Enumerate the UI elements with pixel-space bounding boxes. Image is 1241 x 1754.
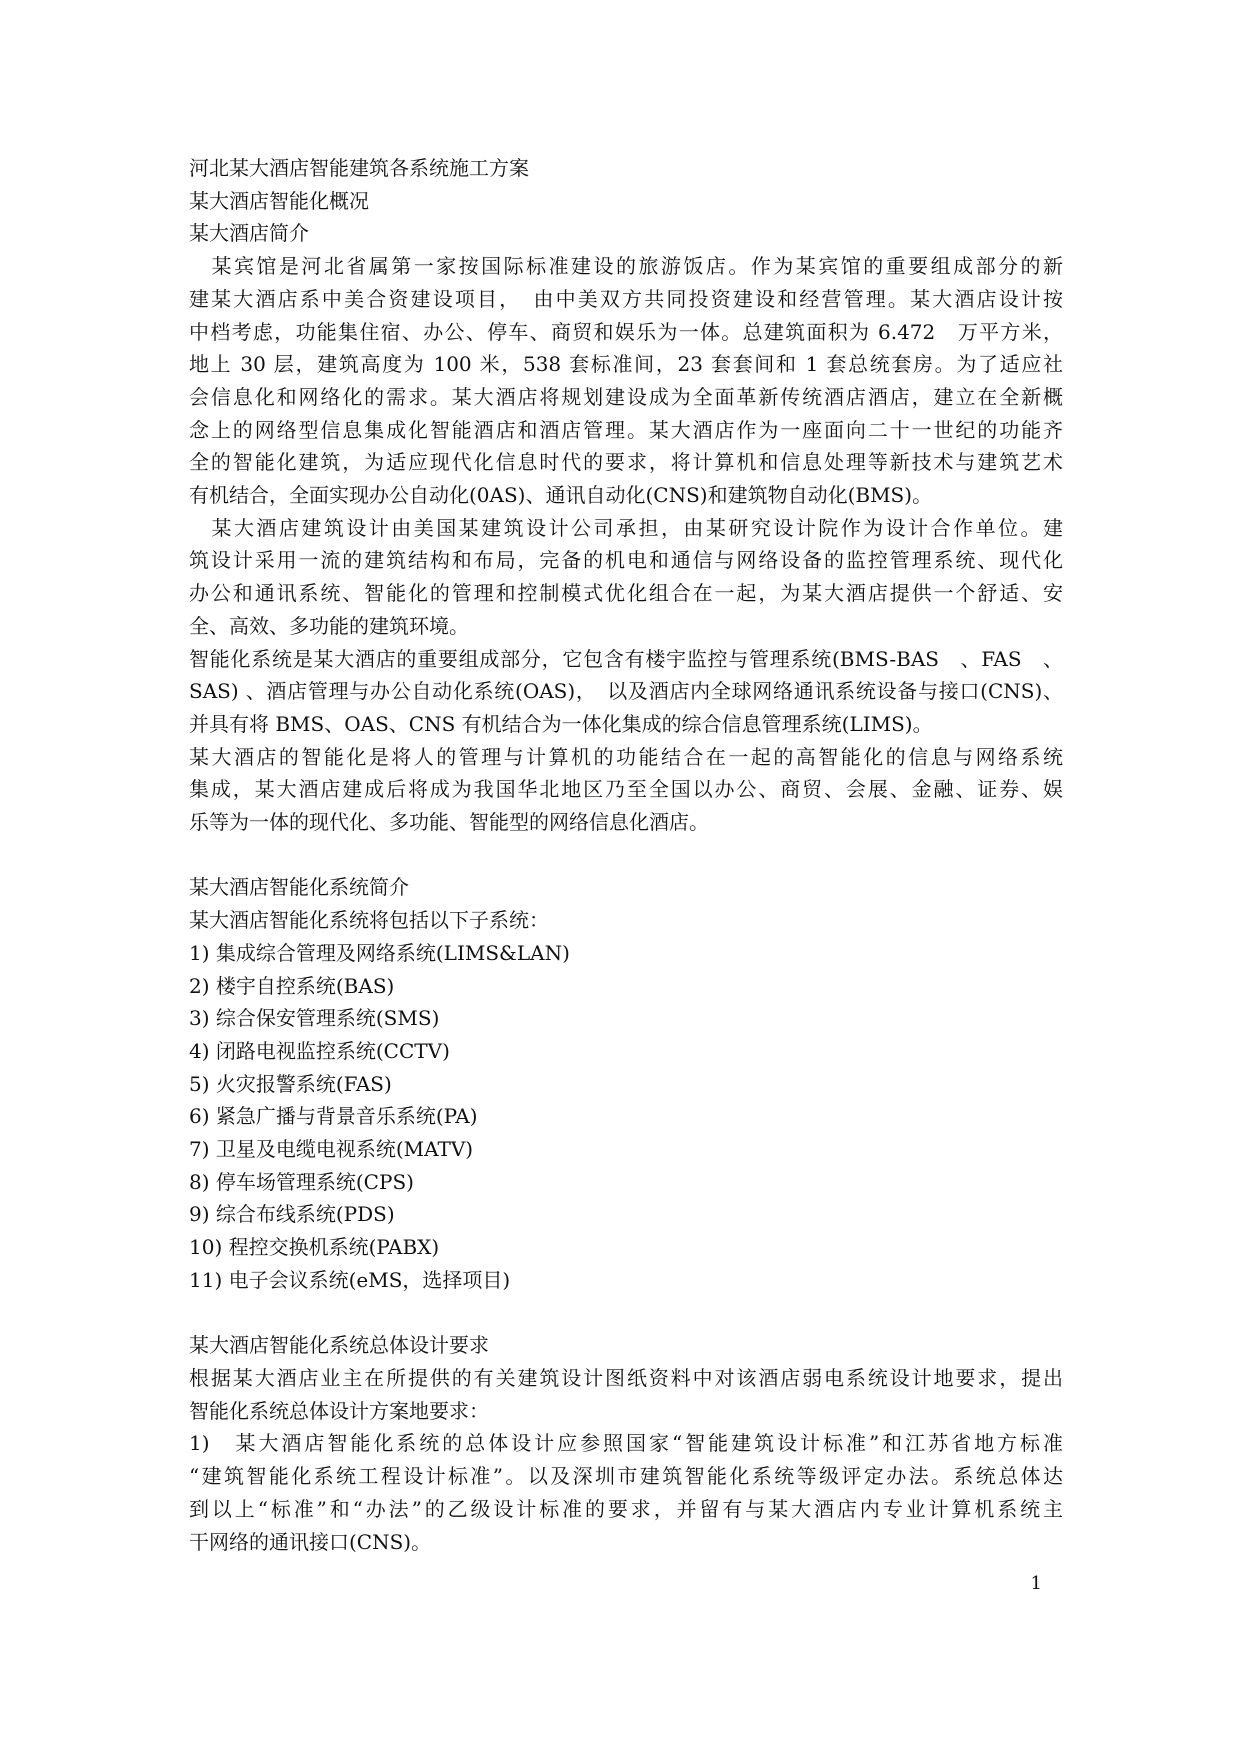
paragraph-line: 干网络的通讯接口(CNS)。 [189,1529,432,1554]
document-body [189,152,1063,1558]
section-heading-requirements: 某大酒店智能化系统总体设计要求 [189,1333,489,1358]
paragraph-line: 集成，某大酒店建成后将成为我国华北地区乃至全国以办公、商贸、会展、金融、证券、娱 [189,777,1063,802]
paragraph-line: 中档考虑，功能集住宿、办公、停车、商贸和娱乐为一体。总建筑面积为 6.472 万平方米， [189,319,1063,344]
blank-line [189,1297,1063,1330]
paragraph-line: 某大酒店建筑设计由美国某建筑设计公司承担，由某研究设计院作为设计合作单位。建 [189,515,1063,540]
list-item: 6) 紧急广播与背景音乐系统(PA) [189,1104,478,1129]
section-heading-intro: 某大酒店简介 [189,221,309,246]
list-item: 3) 综合保安管理系统(SMS) [189,1006,440,1031]
list-item: 2) 楼宇自控系统(BAS) [189,973,395,998]
paragraph-line: 乐等为一体的现代化、多功能、智能型的网络信息化酒店。 [189,810,709,835]
paragraph-line: 筑设计采用一流的建筑结构和布局，完备的机电和通信与网络设备的监控管理系统、现代化 [189,548,1063,573]
paragraph-line: 念上的网络型信息集成化智能酒店和酒店管理。某大酒店作为一座面向二十一世纪的功能齐 [189,417,1063,442]
paragraph-line: SAS) 、酒店管理与办公自动化系统(OAS)， 以及酒店内全球网络通讯系统设备与接口(CNS)、 [189,679,1063,704]
list-item: 11) 电子会议系统(eMS，选择项目) [189,1267,511,1292]
list-item: 10) 程控交换机系统(PABX) [189,1235,440,1260]
paragraph-line: 智能化系统总体设计方案地要求： [189,1398,489,1423]
blank-line [189,839,1063,872]
list-item: 4) 闭路电视监控系统(CCTV) [189,1038,450,1063]
list-item: 1) 集成综合管理及网络系统(LIMS&LAN) [189,940,570,965]
paragraph-line: 1) 某大酒店智能化系统的总体设计应参照国家“智能建筑设计标准”和江苏省地方标准 [189,1431,1063,1456]
paragraph-line: 地上 30 层，建筑高度为 100 米，538 套标准间，23 套套间和 1 套总统套房。为了适应社 [189,352,1063,377]
paragraph-line: 某大酒店的智能化是将人的管理与计算机的功能结合在一起的高智能化的信息与网络系统 [189,744,1063,769]
paragraph-line: 某宾馆是河北省属第一家按国际标准建设的旅游饭店。作为某宾馆的重要组成部分的新 [189,254,1063,279]
section-heading-overview: 某大酒店智能化概况 [189,188,369,213]
section-heading-systems: 某大酒店智能化系统简介 [189,875,409,900]
list-item: 8) 停车场管理系统(CPS) [189,1169,414,1194]
paragraph-line: “建筑智能化系统工程设计标准”。以及深圳市建筑智能化系统等级评定办法。系统总体达 [189,1464,1063,1489]
paragraph-line: 智能化系统是某大酒店的重要组成部分，它包含有楼宇监控与管理系统(BMS-BAS 、FAS 、 [189,646,1063,671]
paragraph-line: 办公和通讯系统、智能化的管理和控制模式优化组合在一起，为某大酒店提供一个舒适、安 [189,581,1063,606]
list-item: 9) 综合布线系统(PDS) [189,1202,395,1227]
paragraph-line: 到以上“标准”和“办法”的乙级设计标准的要求，并留有与某大酒店内专业计算机系统主 [189,1496,1063,1521]
list-item: 5) 火灾报警系统(FAS) [189,1071,392,1096]
paragraph-line: 全、高效、多功能的建筑环境。 [189,613,469,638]
list-item: 7) 卫星及电缆电视系统(MATV) [189,1137,474,1162]
paragraph-line: 根据某大酒店业主在所提供的有关建筑设计图纸资料中对该酒店弱电系统设计地要求，提出 [189,1365,1063,1390]
paragraph-line: 建某大酒店系中美合资建设项目， 由中美双方共同投资建设和经营管理。某大酒店设计按 [189,286,1063,311]
page-number: 1 [1030,1573,1042,1594]
document-title: 河北某大酒店智能建筑各系统施工方案 [189,156,529,180]
systems-lead: 某大酒店智能化系统将包括以下子系统： [189,908,549,933]
paragraph-line: 会信息化和网络化的需求。某大酒店将规划建设成为全面革新传统酒店酒店，建立在全新概 [189,384,1063,409]
paragraph-line: 有机结合，全面实现办公自动化(0AS)、通讯自动化(CNS)和建筑物自动化(BMS)。 [189,483,933,508]
paragraph-line: 并具有将 BMS、OAS、CNS 有机结合为一体化集成的综合信息管理系统(LIMS)。 [189,711,933,736]
paragraph-line: 全的智能化建筑，为适应现代化信息时代的要求，将计算机和信息处理等新技术与建筑艺术 [189,450,1063,475]
